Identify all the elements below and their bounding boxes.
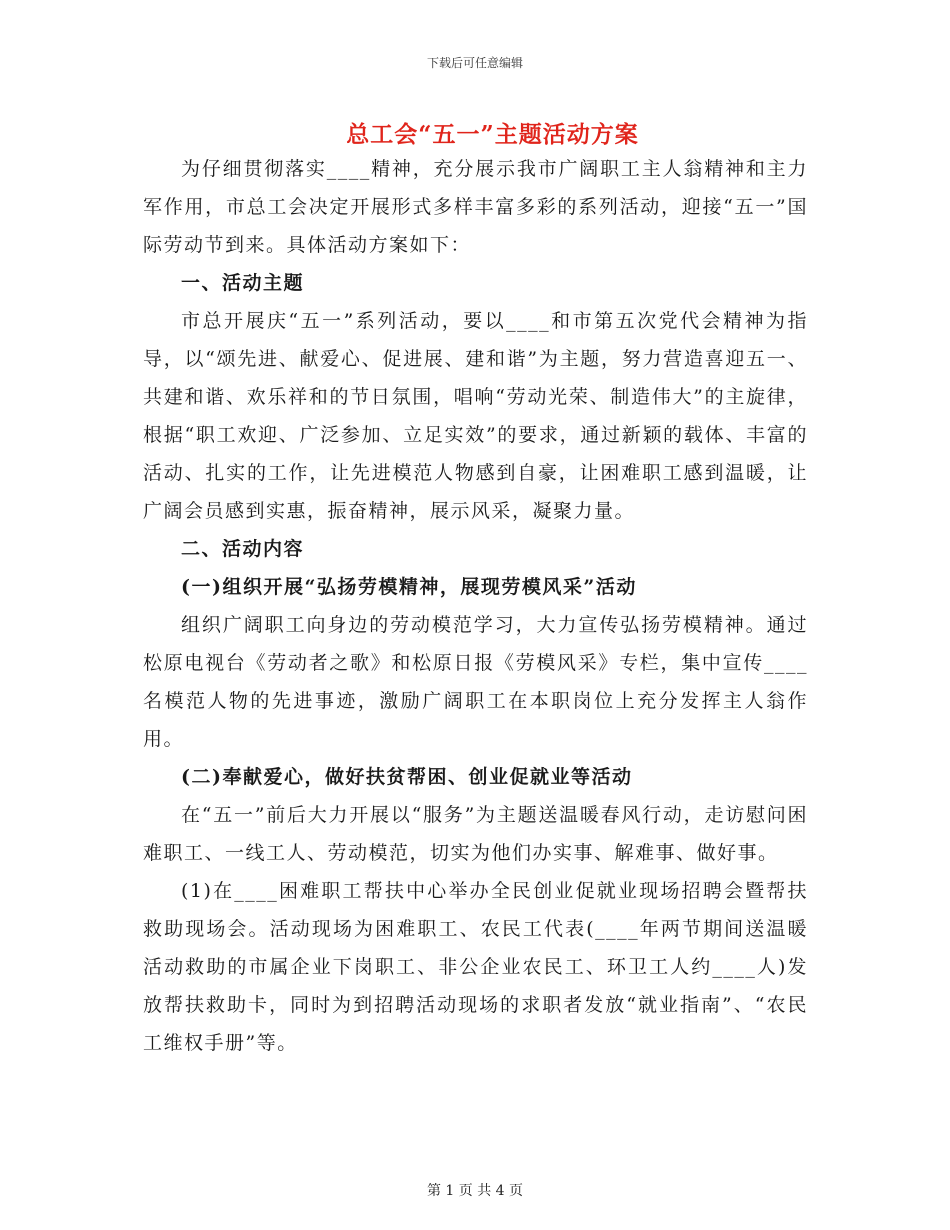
subsection-1-heading: (一)组织开展“弘扬劳模精神，展现劳模风采”活动: [181, 576, 637, 598]
subsection-1-paragraph: 组织广阔职工向身边的劳动模范学习，大力宣传弘扬劳模精神。通过松原电视台《劳动者之歌》和松原日报《劳模风采》专栏，集中宣传____名模范人物的先进事迹，激励广阔职工在本职岗位上充分发挥主人翁作用。: [143, 614, 808, 750]
section-1-paragraph: 市总开展庆“五一”系列活动，要以____和市第五次党代会精神为指导，以“颂先进、献爱心、促进展、建和谐”为主题，努力营造喜迎五一、共建和谐、欢乐祥和的节日氛围，唱响“劳动光荣、制造伟大”的主旋律，根据“职工欢迎、广泛参加、立足实效”的要求，通过新颖的载体、丰富的活动、扎实的工作，让先进模范人物感到自豪，让困难职工感到温暖，让广阔会员感到实惠，振奋精神，展示风采，凝聚力量。: [143, 310, 808, 522]
intro-paragraph: 为仔细贯彻落实____精神，充分展示我市广阔职工主人翁精神和主力军作用，市总工会决定开展形式多样丰富多彩的系列活动，迎接“五一”国际劳动节到来。具体活动方案如下：: [143, 158, 808, 256]
document-body: [143, 150, 808, 1062]
document-title: 总工会“五一”主题活动方案: [346, 121, 639, 148]
subsection-2-heading: (二)奉献爱心，做好扶贫帮困、创业促就业等活动: [181, 766, 633, 788]
header-note: 下载后可任意编辑: [426, 56, 523, 70]
section-1-heading: 一、活动主题: [181, 272, 305, 294]
subsection-2-paragraph: 在“五一”前后大力开展以“服务”为主题送温暖春风行动，走访慰问困难职工、一线工人、劳动模范，切实为他们办实事、解难事、做好事。: [143, 804, 808, 864]
item-1-paragraph: (1)在____困难职工帮扶中心举办全民创业促就业现场招聘会暨帮扶救助现场会。活动现场为困难职工、农民工代表(____年两节期间送温暖活动救助的市属企业下岗职工、非公企业农民工、环卫工人约____人)发放帮扶救助卡，同时为到招聘活动现场的求职者发放“就业指南”、“农民工维权手册”等。: [143, 880, 808, 1054]
section-2-heading: 二、活动内容: [181, 538, 305, 560]
page-number: 第 1 页 共 4 页: [426, 1183, 524, 1199]
